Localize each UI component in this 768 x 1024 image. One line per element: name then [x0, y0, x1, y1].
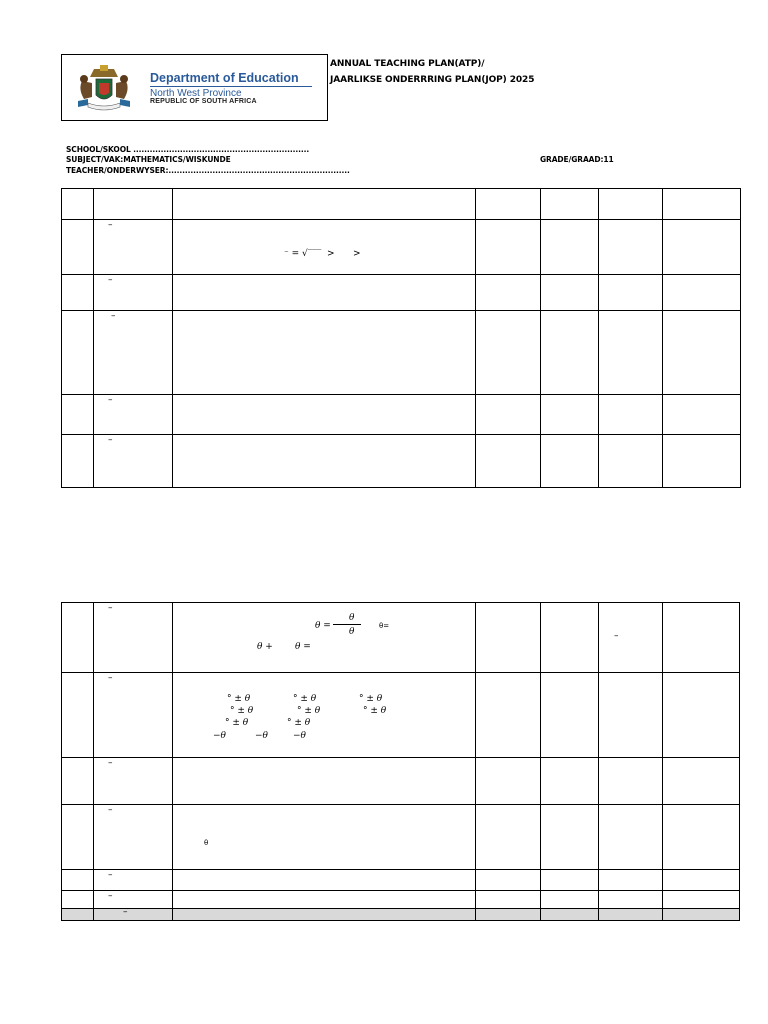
- table-cell: [599, 805, 662, 869]
- table-cell-shaded: [541, 909, 598, 920]
- math-term: ° ± θ: [293, 694, 317, 704]
- department-name-underline: [150, 86, 312, 87]
- table-cell: [599, 435, 662, 487]
- math-term: θ =: [315, 621, 331, 631]
- table-cell: [476, 673, 540, 757]
- document-title-line-1: ANNUAL TEACHING PLAN(ATP)/: [330, 59, 485, 69]
- table-cell: [476, 395, 540, 434]
- math-term: −θ: [213, 731, 226, 741]
- table-cell: [541, 891, 598, 908]
- math-term: θ +: [257, 642, 273, 652]
- table-cell: [541, 395, 598, 434]
- table-cell: [94, 603, 172, 672]
- week-dash: –: [108, 673, 113, 683]
- table-cell: [476, 805, 540, 869]
- table-cell: [94, 435, 172, 487]
- math-term: θ =: [295, 642, 311, 652]
- math-term: −θ: [293, 731, 306, 741]
- table-cell: [663, 395, 740, 434]
- table-cell: [663, 870, 739, 890]
- week-dash: –: [108, 805, 113, 815]
- cell-dash: –: [614, 631, 619, 641]
- table-cell: [62, 603, 93, 672]
- table-cell: [599, 275, 662, 310]
- math-term: ° ± θ: [227, 694, 251, 704]
- table-cell: [94, 805, 172, 869]
- table-cell: [476, 220, 540, 274]
- table-cell: [599, 891, 662, 908]
- table-cell: [663, 673, 739, 757]
- fraction-bar: [333, 624, 361, 625]
- table-cell: [62, 220, 93, 274]
- table-cell-shaded: [599, 909, 662, 920]
- table-cell: [541, 805, 598, 869]
- table-cell: [173, 758, 475, 804]
- table-cell: [94, 275, 172, 310]
- math-term: θ: [349, 613, 355, 623]
- table-cell: [599, 220, 662, 274]
- table-cell: [599, 870, 662, 890]
- week-dash: –: [108, 275, 113, 285]
- table-cell: [476, 870, 540, 890]
- teaching-plan-table-1: [61, 188, 741, 488]
- week-dash: –: [108, 220, 113, 230]
- document-title-line-2: JAARLIKSE ONDERRRING PLAN(JOP) 2025: [330, 75, 535, 85]
- week-dash: –: [108, 603, 113, 613]
- table-cell: [476, 275, 540, 310]
- math-term: ° ± θ: [287, 718, 311, 728]
- week-dash: –: [111, 311, 116, 321]
- table-cell: [173, 673, 475, 757]
- table-cell: [173, 891, 475, 908]
- republic-name: REPUBLIC OF SOUTH AFRICA: [150, 98, 257, 105]
- subject-field: SUBJECT/VAK:MATHEMATICS/WISKUNDE: [66, 155, 231, 164]
- table-cell: [663, 891, 739, 908]
- table-cell: [173, 395, 475, 434]
- table-cell: [173, 220, 475, 274]
- table-cell: [663, 311, 740, 394]
- table-cell: [62, 758, 93, 804]
- table-cell: [663, 189, 740, 219]
- table-cell: [599, 395, 662, 434]
- table-cell: [173, 603, 475, 672]
- week-dash: –: [108, 891, 113, 901]
- math-term: ° ± θ: [230, 706, 254, 716]
- table-cell: [663, 758, 739, 804]
- table-cell: [663, 435, 740, 487]
- table-cell: [94, 870, 172, 890]
- table-cell: [476, 311, 540, 394]
- teaching-plan-table-2: [61, 602, 740, 921]
- table-cell: [476, 603, 540, 672]
- surd-expression: ⁻ = √‾‾‾: [284, 249, 322, 259]
- table-cell: [62, 189, 93, 219]
- table-cell: [173, 189, 475, 219]
- table-cell: [541, 673, 598, 757]
- math-term: θ: [349, 627, 355, 637]
- table-cell: [599, 311, 662, 394]
- week-dash: –: [108, 395, 113, 405]
- table-cell: [62, 395, 93, 434]
- table-cell: [62, 435, 93, 487]
- table-cell: [541, 758, 598, 804]
- table-cell: [94, 395, 172, 434]
- table-cell: [476, 758, 540, 804]
- table-cell: [62, 673, 93, 757]
- table-cell: [94, 311, 172, 394]
- teacher-field: TEACHER/ONDERWYSER:..................................................................: [66, 166, 350, 175]
- table-cell: [599, 189, 662, 219]
- inequality-sign: >: [353, 249, 361, 259]
- grade-field: GRADE/GRAAD:11: [540, 155, 614, 164]
- table-cell: [62, 805, 93, 869]
- table-cell: [94, 220, 172, 274]
- table-cell: [476, 189, 540, 219]
- table-cell-shaded: [663, 909, 739, 920]
- table-cell: [541, 275, 598, 310]
- table-cell: [173, 435, 475, 487]
- math-term: ° ± θ: [363, 706, 387, 716]
- table-cell: [541, 870, 598, 890]
- table-cell: [173, 870, 475, 890]
- math-term: ° ± θ: [359, 694, 383, 704]
- table-cell: [599, 603, 662, 672]
- table-cell: [541, 311, 598, 394]
- table-cell: [663, 603, 739, 672]
- province-name: North West Province: [150, 88, 242, 99]
- table-cell: [62, 891, 93, 908]
- math-term: ° ± θ: [297, 706, 321, 716]
- table-cell: [541, 189, 598, 219]
- week-dash: –: [123, 907, 128, 917]
- table-cell: [173, 311, 475, 394]
- inequality-sign: >: [327, 249, 335, 259]
- table-cell: [599, 758, 662, 804]
- week-dash: –: [108, 758, 113, 768]
- table-cell-shaded: [62, 909, 93, 920]
- coat-of-arms-icon: [74, 63, 134, 113]
- table-cell-shaded: [94, 909, 172, 920]
- table-cell: [62, 311, 93, 394]
- table-cell-shaded: [173, 909, 475, 920]
- math-term: −θ: [255, 731, 268, 741]
- table-cell: [541, 220, 598, 274]
- table-cell: [541, 435, 598, 487]
- table-cell: [94, 189, 172, 219]
- table-cell: [663, 275, 740, 310]
- table-cell: [173, 275, 475, 310]
- table-cell: [599, 673, 662, 757]
- week-dash: –: [108, 870, 113, 880]
- table-cell: [663, 220, 740, 274]
- week-dash: –: [108, 435, 113, 445]
- department-name: Department of Education: [150, 71, 299, 85]
- table-cell: [476, 435, 540, 487]
- table-cell-shaded: [476, 909, 540, 920]
- math-term: ° ± θ: [225, 718, 249, 728]
- school-field: SCHOOL/SKOOL ................................................................: [66, 145, 310, 154]
- table-cell: [663, 805, 739, 869]
- table-cell: [541, 603, 598, 672]
- math-term: θ=: [379, 622, 390, 630]
- table-cell: [94, 891, 172, 908]
- table-cell: [476, 891, 540, 908]
- table-cell: [62, 275, 93, 310]
- department-logo-box: [61, 54, 328, 121]
- table-cell: [94, 673, 172, 757]
- table-cell: [62, 870, 93, 890]
- math-term: θ: [204, 839, 209, 847]
- table-cell: [173, 805, 475, 869]
- table-cell: [94, 758, 172, 804]
